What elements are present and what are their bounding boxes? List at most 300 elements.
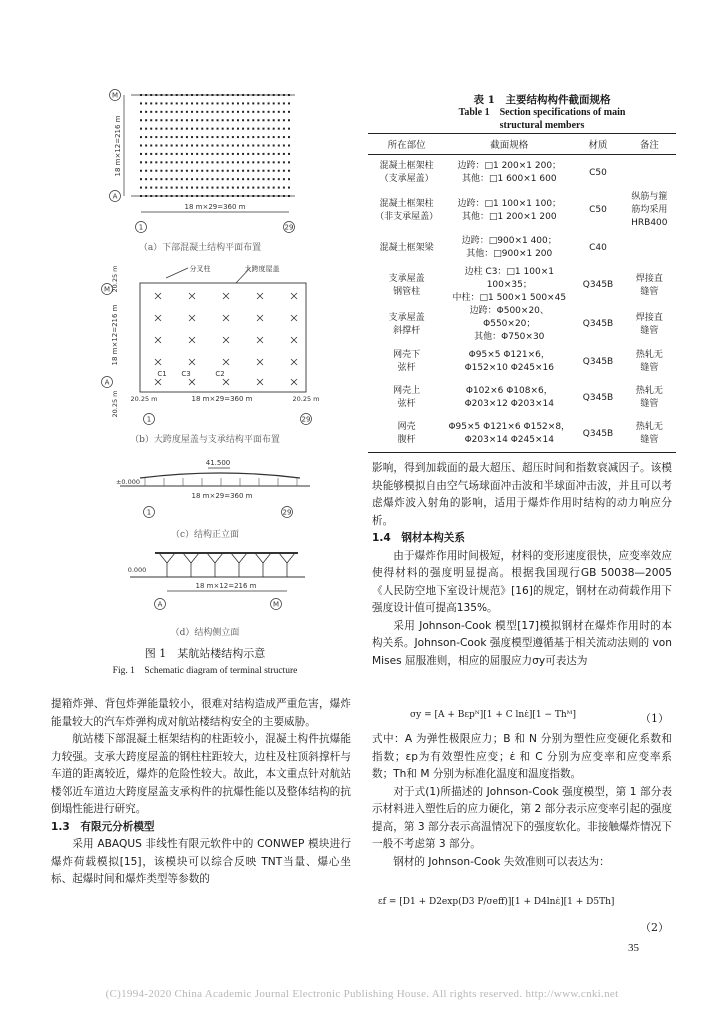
concrete-column: [227, 178, 229, 180]
concrete-column: [262, 145, 264, 147]
concrete-column: [222, 94, 224, 96]
concrete-column: [160, 94, 162, 96]
concrete-column: [257, 111, 259, 113]
column-c1-label: C1: [157, 370, 167, 378]
concrete-column: [237, 153, 239, 155]
concrete-column: [268, 119, 270, 121]
concrete-column: [140, 170, 142, 172]
concrete-column: [201, 111, 203, 113]
concrete-column: [166, 153, 168, 155]
concrete-column: [145, 161, 147, 163]
concrete-column: [242, 161, 244, 163]
concrete-column: [232, 161, 234, 163]
concrete-column: [160, 145, 162, 147]
concrete-column: [247, 170, 249, 172]
concrete-column: [166, 170, 168, 172]
concrete-column: [278, 136, 280, 138]
concrete-column: [140, 145, 142, 147]
concrete-column: [257, 145, 259, 147]
concrete-column: [227, 187, 229, 189]
concrete-column: [247, 111, 249, 113]
concrete-column: [155, 111, 157, 113]
concrete-column: [247, 161, 249, 163]
concrete-column: [268, 102, 270, 104]
side-elevation-zero-label: 0.000: [127, 566, 147, 574]
table-title-cn: 表 1 主要结构构件截面规格: [473, 94, 611, 106]
concrete-column: [242, 178, 244, 180]
concrete-column: [206, 136, 208, 138]
dim-label-y: 18 m×12=216 m: [114, 115, 122, 177]
concrete-column: [237, 145, 239, 147]
concrete-column: [201, 195, 203, 197]
concrete-column: [186, 111, 188, 113]
concrete-column: [257, 136, 259, 138]
table-row: [368, 416, 676, 453]
concrete-column: [252, 170, 254, 172]
concrete-column: [171, 195, 173, 197]
concrete-column: [247, 153, 249, 155]
concrete-column: [278, 195, 280, 197]
concrete-column: [217, 102, 219, 104]
concrete-column: [268, 195, 270, 197]
concrete-column: [186, 170, 188, 172]
concrete-column: [227, 170, 229, 172]
concrete-column: [222, 178, 224, 180]
cell-note: 热轧无 缝管: [635, 386, 663, 409]
concrete-column: [191, 153, 193, 155]
concrete-column: [150, 119, 152, 121]
concrete-column: [232, 119, 234, 121]
concrete-column: [268, 161, 270, 163]
table-header-row: [368, 134, 676, 155]
concrete-column: [232, 136, 234, 138]
concrete-column: [262, 187, 264, 189]
concrete-column: [222, 128, 224, 130]
concrete-column: [176, 161, 178, 163]
side-grid-bubble-m-label: M: [272, 600, 280, 609]
concrete-column: [186, 102, 188, 104]
concrete-column: [171, 136, 173, 138]
concrete-column: [278, 119, 280, 121]
figure-1b-roof-plan: [102, 264, 320, 425]
th-size: 截面规格: [445, 134, 573, 155]
dim-edge-left: 20.25 m: [130, 395, 158, 403]
concrete-column: [222, 161, 224, 163]
concrete-column: [140, 111, 142, 113]
concrete-column: [196, 94, 198, 96]
concrete-column: [283, 119, 285, 121]
concrete-column: [268, 145, 270, 147]
concrete-column: [176, 187, 178, 189]
concrete-column: [288, 178, 290, 180]
concrete-column: [278, 178, 280, 180]
concrete-column: [268, 178, 270, 180]
concrete-column: [262, 136, 264, 138]
concrete-column: [217, 145, 219, 147]
dim-edge-right: 20.25 m: [292, 395, 320, 403]
cell-note: 焊接直 缝管: [635, 273, 663, 297]
cell-material: C40: [589, 242, 607, 253]
concrete-column: [145, 94, 147, 96]
concrete-column: [155, 94, 157, 96]
concrete-column: [237, 178, 239, 180]
concrete-column: [288, 119, 290, 121]
concrete-column: [273, 111, 275, 113]
concrete-column: [196, 119, 198, 121]
concrete-column: [160, 119, 162, 121]
concrete-column: [227, 102, 229, 104]
concrete-column: [171, 94, 173, 96]
concrete-column: [247, 178, 249, 180]
concrete-column: [176, 94, 178, 96]
concrete-column: [247, 94, 249, 96]
concrete-column: [160, 136, 162, 138]
concrete-column: [176, 178, 178, 180]
concrete-column: [150, 94, 152, 96]
concrete-column: [191, 161, 193, 163]
concrete-column: [227, 119, 229, 121]
concrete-column: [150, 161, 152, 163]
roof-grid-bubble-a-label: A: [104, 378, 110, 387]
concrete-column: [181, 153, 183, 155]
concrete-column: [232, 102, 234, 104]
concrete-column: [181, 128, 183, 130]
concrete-column: [166, 178, 168, 180]
cell-part: 混凝土框架柱 （非支承屋盖）: [375, 198, 439, 222]
front-grid-bubble-1-label: 1: [146, 508, 152, 517]
concrete-column: [201, 119, 203, 121]
front-grid-bubble-29-label: 29: [282, 508, 292, 517]
roof-profile: [140, 473, 300, 478]
elevation-top-label: 41.500: [205, 459, 231, 467]
cell-material: Q345B: [582, 356, 614, 367]
th-part: 所在部位: [368, 134, 445, 155]
column-c3-label: C3: [181, 370, 191, 378]
concrete-column: [155, 153, 157, 155]
concrete-column: [273, 153, 275, 155]
concrete-column: [232, 187, 234, 189]
concrete-column: [155, 170, 157, 172]
dim-edge-top: 20.25 m: [111, 265, 119, 293]
concrete-column: [191, 187, 193, 189]
concrete-column: [278, 187, 280, 189]
section-heading-1-3: 1.3 有限元分析模型: [51, 820, 155, 833]
concrete-column: [232, 170, 234, 172]
concrete-column: [181, 136, 183, 138]
concrete-column: [288, 161, 290, 163]
concrete-column: [196, 153, 198, 155]
concrete-column: [237, 170, 239, 172]
cell-part: 网壳 腹杆: [368, 416, 445, 453]
concrete-column: [242, 170, 244, 172]
concrete-column: [160, 128, 162, 130]
concrete-column: [145, 111, 147, 113]
left-paragraph-2: 航站楼下部混凝土框架结构的柱距较小，混凝土构件抗爆能力较强。支承大跨度屋盖的钢柱柱距较大，边柱及柱顶斜撑杆与车道的距离较近，爆炸的危险性较大。故此，本文重点针对航站楼邻近车道边大跨度屋盖支承构件的抗爆性能以及整体结构的抗倒塌性能进行研究。: [51, 733, 351, 815]
concrete-column: [273, 136, 275, 138]
concrete-column: [222, 195, 224, 197]
concrete-column: [201, 161, 203, 163]
concrete-column: [166, 161, 168, 163]
concrete-column: [171, 102, 173, 104]
right-body-text-top: [372, 460, 672, 670]
concrete-column: [211, 195, 213, 197]
figure-1c-caption: （c）结构正立面: [170, 530, 240, 540]
concrete-column: [150, 153, 152, 155]
cell-material: Q345B: [582, 392, 614, 403]
concrete-column: [283, 145, 285, 147]
concrete-column: [247, 195, 249, 197]
concrete-column: [232, 195, 234, 197]
concrete-column: [155, 178, 157, 180]
concrete-column: [268, 153, 270, 155]
concrete-column: [227, 161, 229, 163]
callout-leader-branch: [166, 268, 188, 278]
concrete-column: [196, 161, 198, 163]
section-spec-table: [368, 133, 676, 453]
concrete-column: [186, 145, 188, 147]
concrete-column: [222, 102, 224, 104]
front-dim-x: 18 m×29=360 m: [191, 492, 253, 500]
concrete-column: [191, 170, 193, 172]
concrete-column: [145, 128, 147, 130]
concrete-column: [288, 187, 290, 189]
concrete-column: [150, 102, 152, 104]
left-paragraph-3: 采用 ABAQUS 非线性有限元软件中的 CONWEP 模块进行爆炸荷载模拟[15]，该模块可以综合反映 TNT当量、爆心坐标、起爆时间和爆炸类型等参数的: [51, 838, 351, 885]
right-paragraph-3: 采用 Johnson-Cook 模型[17]模拟钢材在爆炸作用时的本构关系。Johnson-Cook 强度模型遵循基于相关流动法则的 von Mises 屈服准则，相应的屈服应力σy可表达为: [372, 619, 672, 667]
concrete-column: [257, 195, 259, 197]
dim-label-x: 18 m×29=360 m: [184, 203, 246, 211]
figure-1b-caption: （b）大跨度屋盖与支承结构平面布置: [130, 435, 280, 445]
left-body-text: [51, 696, 351, 889]
concrete-column: [262, 170, 264, 172]
concrete-column: [196, 102, 198, 104]
concrete-column: [257, 178, 259, 180]
concrete-column: [257, 128, 259, 130]
table-row: [368, 266, 676, 305]
concrete-column: [257, 187, 259, 189]
concrete-column: [206, 94, 208, 96]
concrete-column: [140, 136, 142, 138]
concrete-column: [171, 111, 173, 113]
concrete-column: [206, 119, 208, 121]
concrete-column: [242, 145, 244, 147]
concrete-column: [145, 145, 147, 147]
concrete-column: [150, 111, 152, 113]
concrete-column: [242, 195, 244, 197]
table-row: [368, 305, 676, 344]
concrete-column: [196, 195, 198, 197]
concrete-column: [201, 170, 203, 172]
concrete-column: [155, 145, 157, 147]
concrete-column: [186, 195, 188, 197]
concrete-column: [247, 187, 249, 189]
concrete-column: [283, 102, 285, 104]
cell-note: 热轧无 缝管: [635, 350, 663, 373]
table-title-en: [392, 106, 692, 132]
cell-material: C50: [589, 167, 607, 178]
concrete-column: [232, 111, 234, 113]
concrete-column: [262, 161, 264, 163]
concrete-column: [288, 153, 290, 155]
figure-1d-caption: （d）结构侧立面: [170, 628, 240, 638]
concrete-column: [237, 111, 239, 113]
concrete-column: [242, 102, 244, 104]
cell-material: Q345B: [582, 319, 614, 329]
concrete-column: [171, 170, 173, 172]
concrete-column: [160, 187, 162, 189]
grid-bubble-a-label: A: [112, 192, 118, 201]
cell-part: 支承屋盖 斜撑杆: [388, 312, 425, 336]
concrete-column: [262, 111, 264, 113]
concrete-column: [288, 145, 290, 147]
equation-2: εf = [D1 + D2exp(D3 P/σeff)][1 + D4lnε̇][1 + D5Th]: [378, 897, 615, 907]
concrete-column: [160, 102, 162, 104]
concrete-column: [186, 119, 188, 121]
concrete-column: [206, 145, 208, 147]
concrete-column: [186, 94, 188, 96]
concrete-column: [155, 195, 157, 197]
concrete-column: [242, 119, 244, 121]
concrete-column: [140, 178, 142, 180]
right-paragraph-1: 影响，得到加载面的最大超压、超压时间和指数衰减因子。该模块能够模拟自由空气场球面冲击波和半球面冲击波，并且可以考虑爆炸波入射角的影响，适用于爆炸作用时结构的动力响应分析。: [372, 462, 672, 527]
concrete-column: [252, 153, 254, 155]
concrete-column: [160, 153, 162, 155]
concrete-column: [217, 136, 219, 138]
concrete-column: [222, 136, 224, 138]
figure-1a-caption: （a）下部混凝土结构平面布置: [138, 243, 262, 253]
concrete-column: [171, 119, 173, 121]
concrete-column: [211, 178, 213, 180]
concrete-column: [273, 187, 275, 189]
concrete-column: [176, 170, 178, 172]
concrete-column: [145, 136, 147, 138]
concrete-column: [268, 94, 270, 96]
side-branch-column: [159, 553, 175, 563]
concrete-column: [222, 119, 224, 121]
concrete-column: [283, 94, 285, 96]
right-paragraph-4: 式中：A 为弹性极限应力；B 和 N 分别为塑性应变硬化系数和指数；εp为有效塑性应变；ε̇ 和 C 分别为应变率和应变率系数；Th和 M 分别为标准化温度和温度指数。: [372, 733, 672, 780]
concrete-column: [268, 136, 270, 138]
concrete-column: [262, 128, 264, 130]
concrete-column: [181, 111, 183, 113]
concrete-column: [191, 195, 193, 197]
concrete-column: [237, 195, 239, 197]
concrete-column: [191, 128, 193, 130]
roof-grid-bubble-m-label: M: [103, 285, 111, 294]
callout-roof-label: 大跨度屋盖: [244, 265, 280, 273]
concrete-column: [227, 111, 229, 113]
concrete-column: [206, 161, 208, 163]
concrete-column: [181, 161, 183, 163]
concrete-column: [211, 145, 213, 147]
figure-1a-concrete-plan: [110, 90, 296, 233]
concrete-column: [211, 170, 213, 172]
concrete-column: [252, 119, 254, 121]
concrete-column: [140, 102, 142, 104]
concrete-column: [257, 94, 259, 96]
th-note: 备注: [623, 134, 676, 155]
concrete-column: [247, 145, 249, 147]
concrete-column: [283, 161, 285, 163]
concrete-column: [166, 145, 168, 147]
concrete-column: [140, 153, 142, 155]
cell-part: 混凝土框架柱 （支承屋盖）: [379, 161, 434, 184]
concrete-column: [206, 170, 208, 172]
concrete-column: [171, 145, 173, 147]
concrete-column: [155, 187, 157, 189]
cell-size: Φ102×6 Φ108×6， Φ203×12 Φ203×14: [464, 386, 554, 409]
concrete-column: [176, 102, 178, 104]
concrete-column: [278, 94, 280, 96]
concrete-column: [283, 128, 285, 130]
concrete-column: [257, 153, 259, 155]
copyright-footer: (C)1994-2020 China Academic Journal Electronic Publishing House. All rights reserved. http://www.cnki.net: [105, 988, 619, 1000]
equation-1: σy = [A + Bεpᴺ][1 + C lnε̇][1 − Thᴹ]: [410, 710, 576, 720]
table-row: [368, 230, 676, 266]
concrete-column: [268, 187, 270, 189]
concrete-column: [217, 128, 219, 130]
concrete-column: [201, 153, 203, 155]
roof-grid-bubble-29-label: 29: [301, 415, 311, 424]
concrete-column: [181, 178, 183, 180]
concrete-column: [278, 153, 280, 155]
cell-size: 边跨：□1 100×1 100； 其他：□1 200×1 200: [457, 198, 562, 222]
cell-note: 焊接直 缝管: [635, 312, 663, 336]
cell-size: 边跨：Φ500×20、Φ550×20； 其他：Φ750×30: [469, 306, 549, 342]
roof-dim-y: 18 m×12=216 m: [111, 304, 119, 366]
concrete-column: [160, 195, 162, 197]
concrete-column: [242, 187, 244, 189]
concrete-column: [237, 187, 239, 189]
column-c2-label: C2: [215, 370, 225, 378]
cell-part: 网壳上 弦杆: [393, 386, 421, 409]
concrete-column: [268, 111, 270, 113]
concrete-column: [237, 128, 239, 130]
figure-1d-side-elevation: [128, 553, 305, 610]
cell-size: Φ95×5 Φ121×6 Φ152×8， Φ203×14 Φ245×14: [445, 416, 573, 453]
grid-bubble-29-label: 29: [284, 223, 294, 232]
concrete-column: [211, 128, 213, 130]
concrete-column: [191, 145, 193, 147]
concrete-column: [262, 178, 264, 180]
concrete-column: [288, 102, 290, 104]
concrete-column: [262, 102, 264, 104]
concrete-column: [278, 128, 280, 130]
equation-1-number: （1）: [640, 712, 669, 725]
concrete-column: [283, 178, 285, 180]
concrete-column: [227, 136, 229, 138]
concrete-column: [181, 119, 183, 121]
concrete-column: [206, 102, 208, 104]
concrete-column: [155, 119, 157, 121]
cell-size: 边柱 C3：□1 100×1 100×35； 中柱：□1 500×1 500×45: [452, 267, 567, 303]
cell-note: 热轧无 缝管: [623, 416, 676, 453]
right-paragraph-6: 钢材的 Johnson-Cook 失效准则可以表达为：: [393, 855, 610, 868]
concrete-column: [186, 187, 188, 189]
concrete-column: [252, 187, 254, 189]
concrete-column: [145, 195, 147, 197]
equation-2-number: （2）: [640, 921, 669, 934]
cell-note: [623, 230, 676, 266]
grid-bubble-m-label: M: [111, 91, 119, 100]
concrete-column: [217, 187, 219, 189]
concrete-column: [268, 128, 270, 130]
concrete-column: [273, 102, 275, 104]
cell-note: [623, 155, 676, 192]
concrete-column: [217, 161, 219, 163]
concrete-column: [273, 94, 275, 96]
concrete-column: [211, 94, 213, 96]
